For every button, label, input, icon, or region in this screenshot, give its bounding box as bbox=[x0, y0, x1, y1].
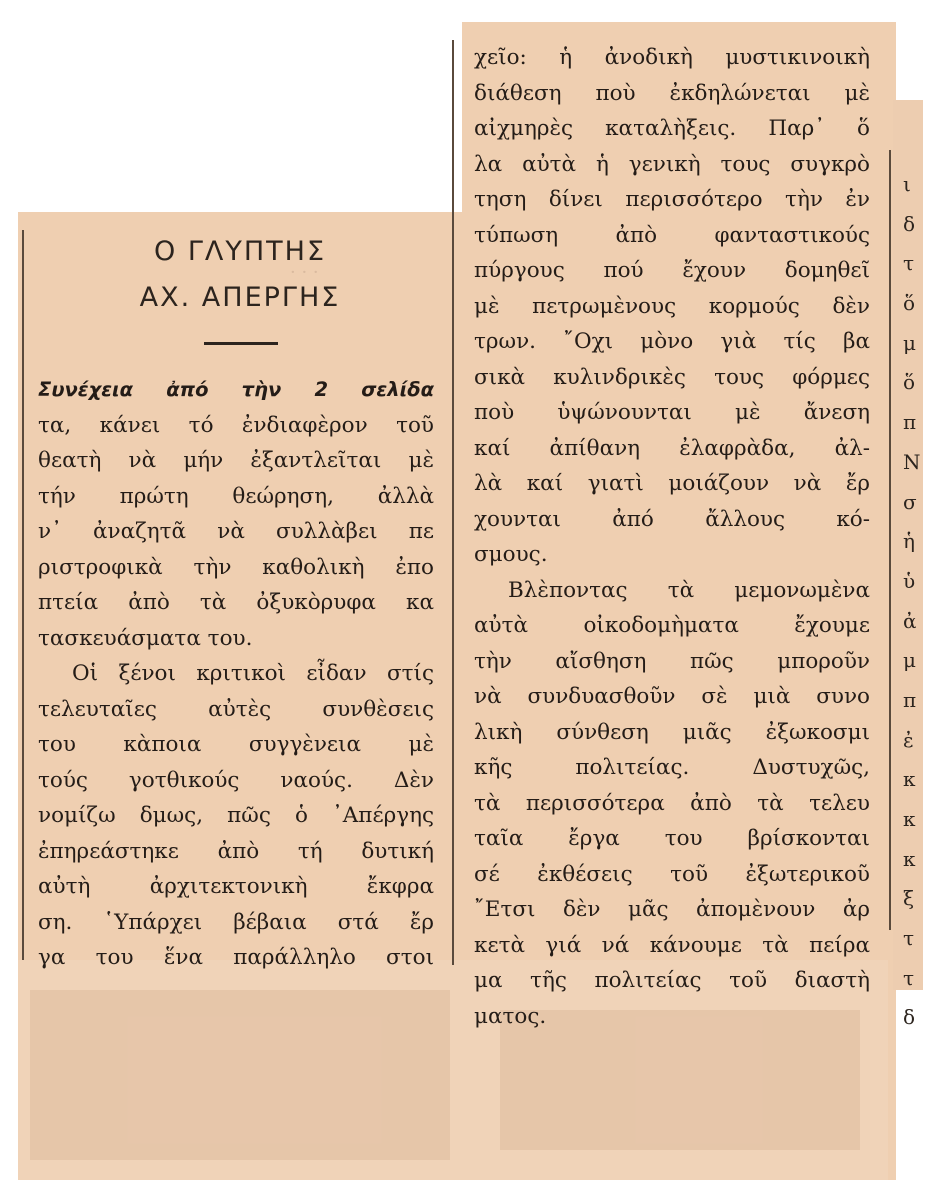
text-line: ν᾿ ἀναζητᾶ νὰ συλλὰβει πε bbox=[38, 519, 434, 544]
text-line: κετὰ γιά νά κάνουμε τὰ πείρα bbox=[474, 932, 870, 958]
text-line: τα, κάνει τό ἐνδιαφὲρον τοῦ bbox=[38, 412, 434, 438]
fragment-letter: ἐ bbox=[903, 727, 914, 752]
fragment-letter: π bbox=[903, 410, 917, 435]
text-line: σέ ἐκθέσεις τοῦ ἐξωτερικοῦ bbox=[474, 861, 870, 887]
fragment-letter: ὑ bbox=[903, 568, 916, 593]
text-line: τασκευάσματα του. bbox=[38, 625, 253, 651]
text-line: λα αὐτὰ ἡ γενικὴ τους συγκρὸ bbox=[474, 151, 870, 177]
text-line: λικὴ σύνθεση μιᾶς ἐξωκοσμι bbox=[474, 719, 870, 745]
fragment-letter: δ bbox=[903, 1005, 916, 1030]
text-line: τρων. ῎Οχι μὸνο γιὰ τίς βα bbox=[474, 329, 870, 354]
fragment-letter: σ bbox=[903, 489, 917, 514]
text-line: σικὰ κυλινδρικὲς τους φόρμες bbox=[474, 364, 870, 390]
fragment-letter: μ bbox=[903, 648, 916, 673]
text-line: σμους. bbox=[474, 542, 548, 567]
fragment-letter: κ bbox=[903, 767, 916, 792]
text-line: τελευταῖες αὐτὲς συνθὲσεις bbox=[38, 696, 434, 722]
text-line: τύπωση ἀπὸ φανταστικούς bbox=[474, 222, 870, 248]
bleed-through-text: · · · bbox=[290, 262, 319, 283]
text-line: αἰχμηρὲς καταλὴξεις. Παρ᾿ ὅ bbox=[474, 116, 870, 141]
fragment-letter: ὅ bbox=[903, 291, 916, 316]
paper-stain bbox=[30, 990, 450, 1160]
text-line: νὰ συνδυασθοῦν σὲ μιὰ συνο bbox=[474, 684, 870, 709]
text-line: πτεία ἀπὸ τὰ ὀξυκὸρυφα κα bbox=[38, 590, 434, 615]
fragment-letter: ὅ bbox=[903, 370, 916, 395]
text-line: πύργους πού ἔχουν δομηθεῖ bbox=[474, 258, 870, 283]
fragment-letter: ξ bbox=[903, 886, 915, 911]
text-line: ῎Ετσι δὲν μᾶς ἀπομὲνουν ἀρ bbox=[474, 897, 870, 922]
fragment-letter: ἀ bbox=[903, 608, 917, 633]
text-line: καί ἀπίθανη ἐλαφρὰδα, ἀλ- bbox=[474, 435, 870, 461]
text-line: κῆς πολιτείας. Δυστυχῶς, bbox=[474, 755, 870, 780]
text-line: χουνται ἀπό ἄλλους κό- bbox=[474, 506, 870, 532]
right-column-rule bbox=[889, 150, 891, 930]
article-title: Ο ΓΛΥΠΤΗΣ bbox=[154, 236, 326, 267]
text-line: ἐπηρεάστηκε ἀπὸ τή δυτική bbox=[38, 838, 434, 864]
text-line: τήν πρώτη θεώρηση, ἀλλὰ bbox=[38, 483, 434, 509]
article-author: ΑΧ. ΑΠΕΡΓΗΣ bbox=[139, 282, 341, 313]
text-line: τὰ περισσότερα ἀπὸ τὰ τελευ bbox=[474, 790, 870, 816]
text-line: ματος. bbox=[474, 1003, 547, 1029]
text-line: λὰ καί γιατὶ μοιάζουν νὰ ἔρ bbox=[474, 471, 870, 496]
text-line: αὐτὴ ἀρχιτεκτονικὴ ἔκφρα bbox=[38, 874, 434, 899]
text-line: ριστροφικὰ τὴν καθολικὴ ἐπο bbox=[38, 554, 434, 580]
fragment-letter: ι bbox=[903, 172, 911, 196]
text-line: μα τῆς πολιτείας τοῦ διαστὴ bbox=[474, 968, 870, 993]
text-line: αὐτὰ οἰκοδομὴματα ἔχουμε bbox=[474, 613, 870, 638]
text-line: ση. ῾Υπάρχει βέβαια στά ἔρ bbox=[38, 909, 434, 935]
column-divider bbox=[452, 40, 454, 965]
fragment-letter: τ bbox=[903, 251, 915, 276]
continued-note: Συνέχεια ἀπό τὴν 2 σελίδα bbox=[38, 378, 434, 401]
text-line: τούς γοτθικούς ναούς. Δὲν bbox=[38, 767, 434, 793]
right-column bbox=[474, 40, 870, 1034]
text-line: του κὰποια συγγὲνεια μὲ bbox=[38, 732, 434, 757]
fragment-letter: κ bbox=[903, 807, 916, 831]
fragment-letter: ἡ bbox=[903, 529, 915, 554]
text-line: διάθεση ποὺ ἐκδηλώνεται μὲ bbox=[474, 80, 870, 106]
fragment-letter: Ν bbox=[903, 449, 921, 474]
text-line: γα του ἕνα παράλληλο στοι bbox=[38, 945, 434, 970]
text-line: μὲ πετρωμὲνους κορμούς δὲν bbox=[474, 293, 870, 319]
fragment-letter: π bbox=[903, 687, 917, 712]
text-line: νομίζω δμως, πῶς ὁ ᾿Απέργης bbox=[38, 803, 434, 828]
fragment-letter: τ bbox=[903, 926, 915, 951]
left-column-rule bbox=[22, 230, 24, 960]
text-line: χεῖο: ἡ ἀνοδικὴ μυστικινοικὴ bbox=[474, 45, 870, 70]
cut-off-column-fragments bbox=[903, 165, 931, 1038]
text-line: Βλὲποντας τὰ μεμονωμὲνα bbox=[508, 577, 870, 603]
text-line: τὴν αἴσθηση πῶς μποροῦν bbox=[474, 648, 870, 674]
fragment-letter: δ bbox=[903, 211, 916, 236]
fragment-letter: τ bbox=[903, 965, 915, 990]
title-underline bbox=[204, 342, 278, 345]
fragment-letter: μ bbox=[903, 330, 916, 355]
left-column bbox=[38, 372, 434, 976]
text-line: θεατὴ νὰ μήν ἐξαντλεῖται μὲ bbox=[38, 448, 434, 473]
fragment-letter: κ bbox=[903, 846, 916, 871]
text-line: τηση δίνει περισσότερο τὴν ἐν bbox=[474, 187, 870, 212]
text-line: Οἱ ξένοι κριτικοὶ εἶδαν στίς bbox=[72, 661, 434, 686]
text-line: ταῖα ἔργα του βρίσκονται bbox=[474, 826, 870, 851]
text-line: ποὺ ὑψώνουνται μὲ ἄνεση bbox=[474, 400, 870, 425]
